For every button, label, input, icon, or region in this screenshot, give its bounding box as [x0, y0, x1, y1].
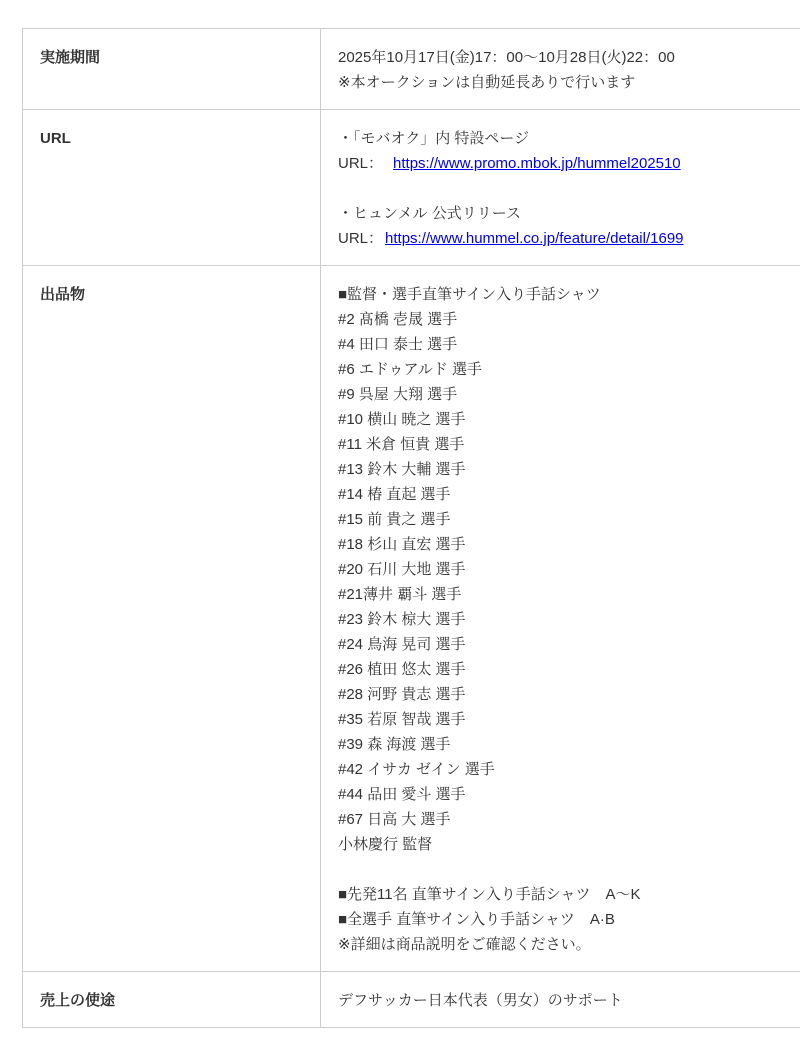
player-item: #28 河野 貴志 選手	[338, 686, 466, 703]
auction-info-table	[22, 28, 800, 1028]
items-label: 出品物	[23, 266, 321, 972]
player-item: #2 髙橋 壱晟 選手	[338, 311, 458, 328]
mbok-url-prefix: URL：	[338, 155, 384, 172]
player-item: #10 横山 暁之 選手	[338, 411, 466, 428]
player-item: #35 若原 智哉 選手	[338, 711, 466, 728]
table-row-url	[23, 110, 800, 266]
player-item: #9 呉屋 大翔 選手	[338, 386, 458, 403]
player-item: #21薄井 覇斗 選手	[338, 586, 462, 603]
period-value	[321, 29, 800, 110]
items-value	[321, 266, 800, 972]
url-label: URL	[23, 110, 321, 266]
player-item: #15 前 貴之 選手	[338, 511, 451, 528]
proceeds-value-cell	[321, 972, 800, 1028]
proceeds-value: デフサッカー日本代表（男女）のサポート	[338, 992, 623, 1009]
player-item: #67 日高 大 選手	[338, 811, 451, 828]
mbok-page-title: ・「モバオク」内 特設ページ	[338, 130, 530, 147]
url-value	[321, 110, 800, 266]
period-datetime: 2025年10月17日(金)17：00～10月28日(火)22：00	[338, 49, 675, 66]
player-item: #39 森 海渡 選手	[338, 736, 451, 753]
items-note: ※詳細は商品説明をご確認ください。	[338, 936, 591, 953]
player-item: #42 イサカ ゼイン 選手	[338, 761, 495, 778]
player-item: #23 鈴木 椋大 選手	[338, 611, 466, 628]
items-extra-allplayers: ■全選手 直筆サイン入り手話シャツ A·B	[338, 911, 615, 928]
period-label: 実施期間	[23, 29, 321, 110]
player-item: #11 米倉 恒貴 選手	[338, 436, 465, 453]
mbok-url-line	[338, 151, 800, 176]
items-extra-starting11: ■先発11名 直筆サイン入り手話シャツ A～K	[338, 886, 641, 903]
period-note: ※本オークションは自動延長ありで行います	[338, 74, 636, 91]
table-row-items	[23, 266, 800, 972]
hummel-link[interactable]: https://www.hummel.co.jp/feature/detail/1699	[385, 230, 684, 247]
hummel-url-prefix: URL：	[338, 230, 384, 247]
player-item: #26 植田 悠太 選手	[338, 661, 466, 678]
player-item: #14 椿 直起 選手	[338, 486, 451, 503]
player-item: #24 鳥海 晃司 選手	[338, 636, 466, 653]
player-item: #18 杉山 直宏 選手	[338, 536, 466, 553]
table-row-proceeds	[23, 972, 800, 1028]
hummel-release-title: ・ヒュンメル 公式リリース	[338, 205, 521, 222]
spacer-line	[338, 857, 800, 882]
coach-item: 小林慶行 監督	[338, 836, 433, 853]
player-item: #20 石川 大地 選手	[338, 561, 466, 578]
player-item: #13 鈴木 大輔 選手	[338, 461, 466, 478]
table-row-period	[23, 29, 800, 110]
items-heading: ■監督・選手直筆サイン入り手話シャツ	[338, 286, 601, 303]
player-item: #6 エドゥアルド 選手	[338, 361, 483, 378]
player-item: #4 田口 泰士 選手	[338, 336, 458, 353]
player-item: #44 品田 愛斗 選手	[338, 786, 466, 803]
proceeds-label: 売上の使途	[23, 972, 321, 1028]
hummel-url-line	[338, 226, 800, 251]
mbok-link[interactable]: https://www.promo.mbok.jp/hummel202510	[393, 155, 681, 172]
spacer-line	[338, 176, 800, 201]
